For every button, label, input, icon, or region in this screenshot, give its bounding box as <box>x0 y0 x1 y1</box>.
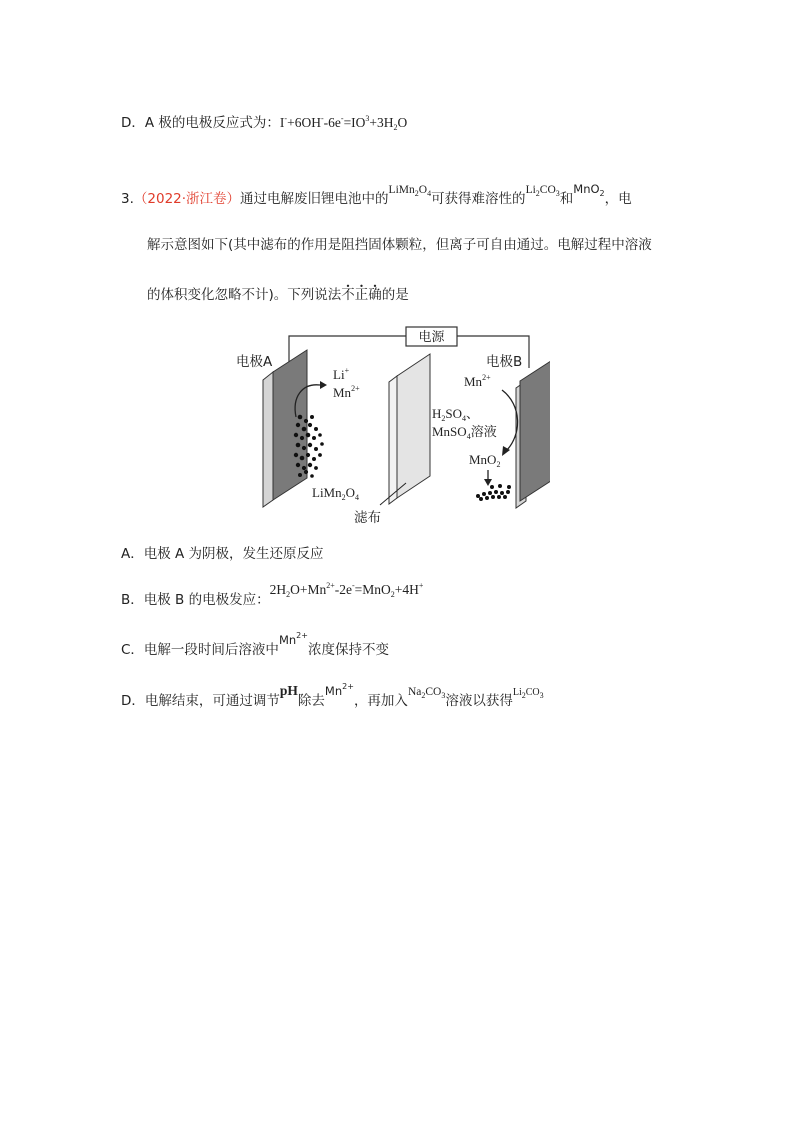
chem-mno2: MnO$_2$ <box>573 182 605 198</box>
solution-line-2: MnSO$_4$溶液 <box>432 424 497 441</box>
option-c[interactable] <box>121 631 389 659</box>
question-text: 和 <box>559 191 574 207</box>
limn2o4-label: $LiMn_2O_4$ <box>312 485 360 502</box>
emphasis-char: 确 <box>368 287 382 303</box>
option-d-li2co3: Li2CO3 <box>512 687 544 700</box>
filter-label: 滤布 <box>354 510 381 526</box>
electrode-b <box>520 359 550 501</box>
mno2-product-label: MnO$_2$ <box>469 452 501 469</box>
option-d-text: 除去 <box>297 693 325 709</box>
electrode-a-label: 电极A <box>236 354 273 370</box>
prev-option-d-equation: $I^-+6OH^--6e^-=IO^3+3H_2O$ <box>279 114 408 132</box>
mn-ion-left-label: $Mn^{2+}$ <box>333 384 360 400</box>
filter-cloth-side <box>389 376 397 504</box>
question-text: ，电 <box>604 191 632 207</box>
ion-release-arrowhead <box>320 381 327 389</box>
electrode-a-side <box>263 372 273 507</box>
option-c-tail: 浓度保持不变 <box>307 642 389 658</box>
question-3-line-2: 解示意图如下(其中滤布的作用是阻挡固体颗粒，但离子可自由通过。电解过程中溶液 <box>147 237 652 253</box>
chem-li2co3: $Li_2CO_3$ <box>525 184 560 198</box>
option-d-mn: $Mn^{2+}$ <box>324 682 354 698</box>
question-3-line-1 <box>121 182 632 213</box>
prev-option-d-label: D．A 极的电极反应式为： <box>121 115 280 131</box>
option-b-label: B．电极 B 的电极发应： <box>121 592 270 608</box>
question-source: （2022·浙江卷） <box>133 191 241 207</box>
option-d-text: 溶液以获得 <box>445 693 513 709</box>
option-d-text: ，再加入 <box>353 693 408 709</box>
option-d-ph: pH <box>279 683 298 698</box>
question-3-line-3: 的体积变化忽略不计)。下列说法不正确的是 <box>147 287 409 303</box>
question-text: 通过电解废旧锂电池中的 <box>240 191 389 207</box>
chem-limn2o4: $LiMn_2O_4$ <box>388 184 432 198</box>
option-d[interactable] <box>121 682 544 715</box>
option-d-na2co3: $Na_2CO_3$ <box>407 686 446 700</box>
option-c-label: C．电解一段时间后溶液中 <box>121 642 279 658</box>
prev-option-d <box>121 110 407 137</box>
mno2-precipitate <box>476 484 511 501</box>
mn-ion-right-label: $Mn^{2+}$ <box>464 373 491 389</box>
electrode-b-label: 电极B <box>486 354 523 370</box>
power-source-label: 电源 <box>418 330 445 345</box>
solution-line-1: $H_2SO_4$、 <box>432 406 480 423</box>
emphasis-char: 不 <box>341 287 355 303</box>
electrode-a <box>273 350 307 500</box>
oxidation-arrow <box>502 390 518 451</box>
filter-cloth <box>397 354 430 498</box>
question-number: 3. <box>121 191 134 207</box>
electrolysis-diagram <box>230 325 550 535</box>
emphasis-char: 正 <box>354 287 369 303</box>
li-ion-label: Li+ <box>333 366 350 382</box>
option-c-chem: $Mn^{2+}$ <box>278 631 308 647</box>
precipitate-arrowhead <box>484 479 492 486</box>
option-d-label: D．电解结束，可通过调节 <box>121 693 280 709</box>
option-b[interactable] <box>121 581 424 614</box>
question-text: 可获得难溶性的 <box>431 191 526 207</box>
option-a[interactable]: A．电极 A 为阴极，发生还原反应 <box>121 546 324 562</box>
option-b-equation: $2H_2O+Mn^{2+}-2e^-=MnO_2+4H^+$ <box>269 581 424 599</box>
